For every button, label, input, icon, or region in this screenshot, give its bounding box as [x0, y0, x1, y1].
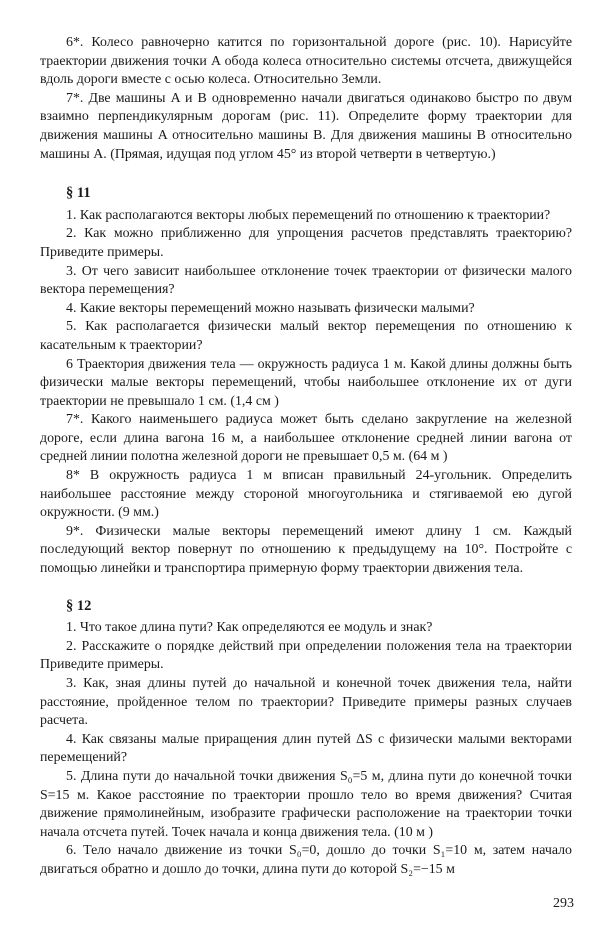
page-content: [40, 34, 572, 880]
section-12-item-5: 5. Длина пути до начальной точки движения S₀=5 м, длина пути до конечной точки S=15 м. Какое расстояние по траектории прошло тело во время движения? Считая движение прямолинейным, изобразите графически расположение на траектории точки начала отсчета путей. Точек начала и конца движения тела. (10 м ): [40, 768, 572, 840]
section-12-item-1: 1. Что такое длина пути? Как определяются ее модуль и знак?: [66, 620, 433, 636]
section-12-item-3: 3. Как, зная длины путей до начальной и конечной точек движения тела, найти расстояние, пройденное телом по траектории? Приведите примеры разных случаев расчета.: [40, 676, 572, 729]
section-11-item-4: 4. Какие векторы перемещений можно называть физически малыми?: [66, 300, 475, 316]
section-11-item-9: 9*. Физически малые векторы перемещений имеют длину 1 см. Каждый последующий вектор повернут по отношению к предыдущему на 10°. Постройте с помощью линейки и транспортира примерную форму траектории движения тела.: [40, 523, 572, 577]
section-11-item-5: 5. Как располагается физически малый вектор перемещения по отношению к касательным к траектории?: [40, 319, 572, 353]
problem-7-star: 7*. Две машины A и B одновременно начали двигаться одинаково быстро по двум взаимно перпендикулярным дорогам (рис. 11). Определите форму траектории для движения машины A относительно машины B. Для движения машины B относительно машины A. (Прямая, идущая под углом 45° из второй четверти в четвертую.): [40, 90, 572, 162]
section-12-heading: § 12: [66, 597, 92, 614]
section-11-heading: § 11: [66, 185, 91, 202]
section-12-item-2: 2. Расскажите о порядке действий при определении положения тела на траектории Приведите примеры.: [40, 638, 572, 673]
page-number: 293: [553, 896, 574, 911]
section-11-item-6: 6 Траектория движения тела — окружность радиуса 1 м. Какой длины должны быть физически малые векторы перемещений, чтобы наибольшее отклонение их от дуги траектории не превышало 1 см. (1,4 см ): [40, 356, 572, 409]
section-11-item-2: 2. Как можно приближенно для упрощения расчетов представлять траекторию? Приведите примеры.: [40, 226, 572, 260]
section-11-item-8: 8* В окружность радиуса 1 м вписан правильный 24-угольник. Определить наибольшее расстояние между стороной многоугольника и стягиваемой ею дугой окружности. (9 мм.): [40, 468, 572, 521]
section-12-item-4: 4. Как связаны малые приращения длин путей ΔS с физически малыми векторами перемещений?: [40, 731, 572, 766]
section-11-item-1: 1. Как располагаются векторы любых перемещений по отношению к траектории?: [66, 207, 551, 223]
section-12-item-6: 6. Тело начало движение из точки S₀=0, дошло до точки S₁=10 м, затем начало двигаться обратно и дошло до точки, длина пути до которой S₂=−15 м: [40, 843, 572, 877]
problem-6-star: 6*. Колесо равночерно катится по горизонтальной дороге (рис. 10). Нарисуйте траектории движения точки A обода колеса относительно системы отсчета, движущейся вдоль дороги вместе с осью колеса. Относительно Земли.: [40, 35, 572, 88]
section-11-item-3: 3. От чего зависит наибольшее отклонение точек траектории от физически малого вектора перемещения?: [40, 263, 572, 298]
section-11-item-7: 7*. Какого наименьшего радиуса может быть сделано закругление на железной дороге, если длина вагона 16 м, а наибольшее отклонение средней линии вагона от средней линии полотна железной дороги не превышает 0,5 м. (64 м ): [40, 412, 572, 465]
